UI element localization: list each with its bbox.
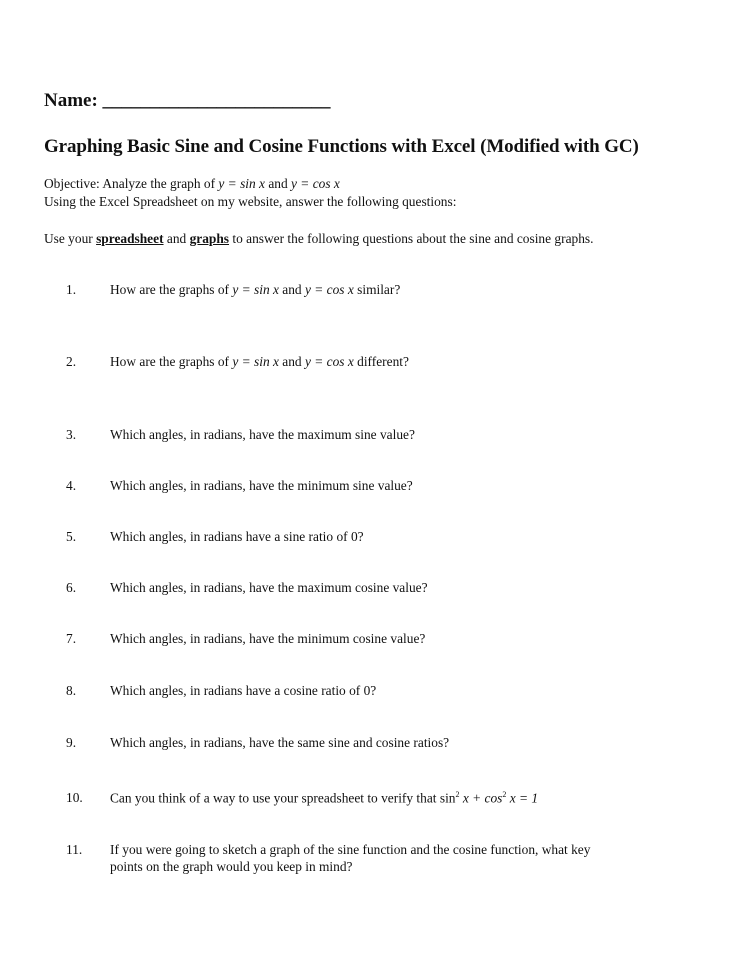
objective-line bbox=[44, 176, 340, 192]
question-number: 7. bbox=[66, 631, 77, 646]
question-2 bbox=[110, 354, 409, 370]
graphs-link[interactable]: graphs bbox=[189, 231, 230, 246]
question-text: How are the graphs of bbox=[110, 282, 233, 297]
equation-sin: y = sin x bbox=[218, 176, 265, 191]
objective-mid: and bbox=[264, 176, 292, 191]
question-8: Which angles, in radians have a cosine ratio of 0? bbox=[110, 683, 377, 698]
question-number: 1. bbox=[66, 282, 77, 297]
instruction-pre: Use your bbox=[44, 231, 97, 246]
page-title: Graphing Basic Sine and Cosine Functions with Excel (Modified with GC) bbox=[44, 136, 639, 157]
equation-sin: y = sin x bbox=[232, 282, 279, 297]
question-11-line-1: If you were going to sketch a graph of the sine function and the cosine function, what key bbox=[110, 842, 591, 857]
exponent: 2 bbox=[455, 790, 460, 799]
question-5: Which angles, in radians have a sine ratio of 0? bbox=[110, 529, 364, 544]
question-number: 5. bbox=[66, 529, 77, 544]
exponent: 2 bbox=[502, 790, 507, 799]
equation-sin: sin bbox=[439, 790, 456, 806]
equation-sin: y = sin x bbox=[232, 354, 279, 369]
instruction-line bbox=[44, 231, 593, 247]
equation-part: x = 1 bbox=[506, 790, 539, 806]
question-1 bbox=[110, 282, 400, 298]
question-9: Which angles, in radians, have the same sine and cosine ratios? bbox=[110, 735, 450, 750]
question-text: different? bbox=[353, 354, 409, 369]
question-number: 10. bbox=[66, 790, 83, 805]
question-10 bbox=[110, 790, 538, 806]
question-4: Which angles, in radians, have the minimum sine value? bbox=[110, 478, 413, 493]
question-number: 11. bbox=[66, 842, 83, 857]
question-text: and bbox=[278, 354, 305, 369]
equation-part: x + cos bbox=[459, 790, 503, 806]
question-number: 6. bbox=[66, 580, 77, 595]
name-field-label: Name: ________________________ bbox=[44, 90, 331, 111]
question-text: Can you think of a way to use your spreadsheet to verify that bbox=[110, 790, 440, 806]
using-line: Using the Excel Spreadsheet on my website, answer the following questions: bbox=[44, 194, 457, 209]
spreadsheet-link[interactable]: spreadsheet bbox=[96, 231, 164, 246]
question-number: 8. bbox=[66, 683, 77, 698]
question-text: similar? bbox=[353, 282, 401, 297]
objective-prefix: Objective: Analyze the graph of bbox=[44, 176, 219, 191]
question-number: 9. bbox=[66, 735, 77, 750]
instruction-mid: and bbox=[163, 231, 190, 246]
question-number: 3. bbox=[66, 427, 77, 442]
instruction-post: to answer the following questions about the sine and cosine graphs. bbox=[229, 231, 594, 246]
equation-cos: y = cos x bbox=[291, 176, 340, 191]
question-number: 4. bbox=[66, 478, 77, 493]
question-7: Which angles, in radians, have the minimum cosine value? bbox=[110, 631, 426, 646]
equation-cos: y = cos x bbox=[304, 354, 354, 369]
equation-cos: y = cos x bbox=[304, 282, 354, 297]
question-3: Which angles, in radians, have the maximum sine value? bbox=[110, 427, 415, 442]
question-text: How are the graphs of bbox=[110, 354, 233, 369]
question-number: 2. bbox=[66, 354, 77, 369]
question-11-line-2: points on the graph would you keep in mind? bbox=[110, 859, 353, 874]
question-6: Which angles, in radians, have the maximum cosine value? bbox=[110, 580, 428, 595]
question-text: and bbox=[278, 282, 305, 297]
